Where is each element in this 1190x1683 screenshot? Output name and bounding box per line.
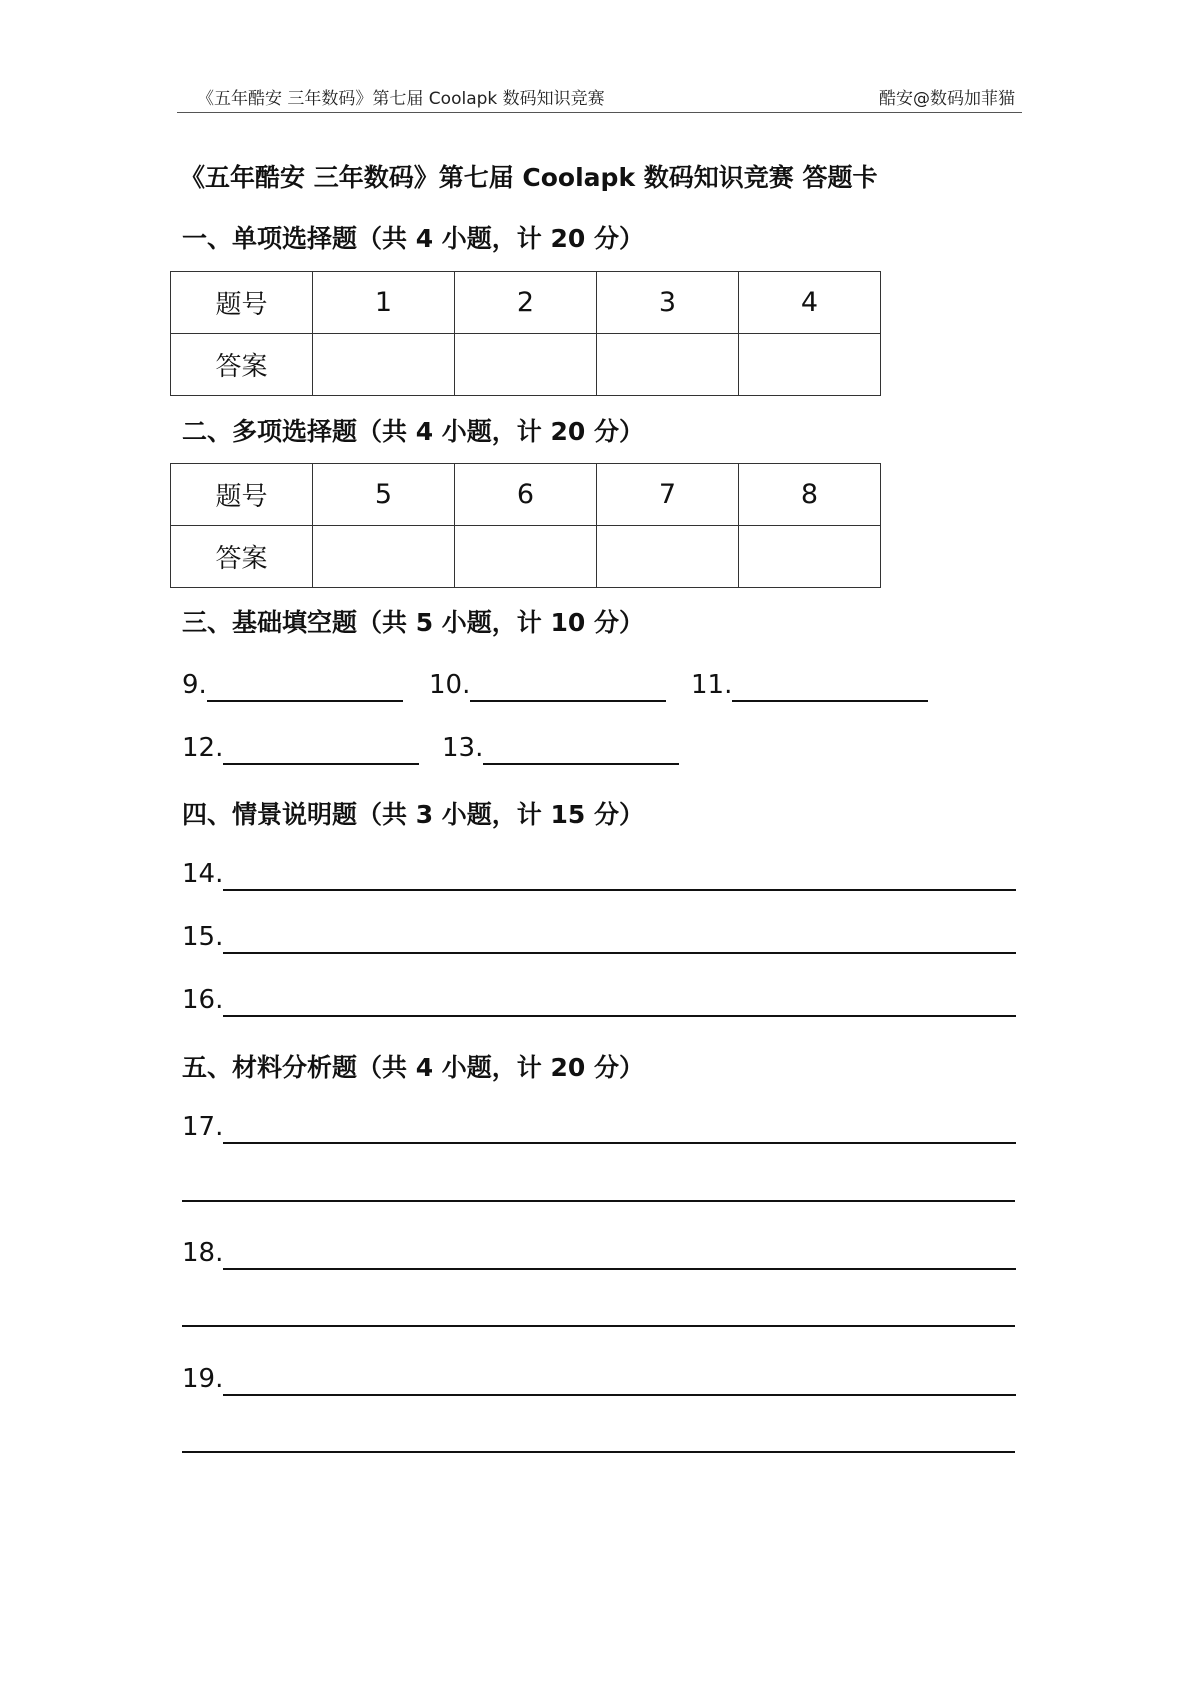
question-number: 10. <box>429 670 471 700</box>
section-heading-fill-in: 三、基础填空题（共 5 小题，计 10 分） <box>182 608 645 637</box>
answer-17[interactable] <box>182 1110 1016 1144</box>
question-number: 12. <box>182 733 224 763</box>
question-number: 14. <box>182 859 224 889</box>
row-label-answer: 答案 <box>171 334 313 396</box>
row-label-answer: 答案 <box>171 526 313 588</box>
answer-line[interactable] <box>223 1364 1016 1396</box>
answer-line[interactable] <box>223 1238 1016 1270</box>
fill-blank-10[interactable] <box>429 668 666 702</box>
answer-table-single-choice <box>170 271 881 396</box>
answer-line[interactable] <box>223 733 419 765</box>
row-label-question-number: 题号 <box>171 464 313 526</box>
question-number-cell: 3 <box>597 272 739 334</box>
answer-table-multiple-choice <box>170 463 881 588</box>
header-author: 酷安@数码加菲猫 <box>879 89 1015 109</box>
section-heading-multiple-choice: 二、多项选择题（共 4 小题，计 20 分） <box>182 417 645 446</box>
question-number: 11. <box>691 670 733 700</box>
answer-16[interactable] <box>182 983 1016 1017</box>
question-number-cell: 5 <box>313 464 455 526</box>
answer-19[interactable] <box>182 1362 1016 1396</box>
answer-line[interactable] <box>207 670 403 702</box>
section-heading-single-choice: 一、单项选择题（共 4 小题，计 20 分） <box>182 224 645 253</box>
answer-line[interactable] <box>483 733 679 765</box>
answer-line[interactable] <box>223 922 1016 954</box>
question-number-cell: 2 <box>455 272 597 334</box>
table-row-answers <box>171 526 881 588</box>
question-number: 18. <box>182 1238 224 1268</box>
answer-cell-1[interactable] <box>313 334 455 396</box>
answer-18-continuation-line[interactable] <box>182 1325 1015 1327</box>
answer-18[interactable] <box>182 1236 1016 1270</box>
question-number-cell: 1 <box>313 272 455 334</box>
question-number: 19. <box>182 1364 224 1394</box>
answer-cell-6[interactable] <box>455 526 597 588</box>
answer-line[interactable] <box>223 985 1016 1017</box>
answer-line[interactable] <box>470 670 666 702</box>
table-row-question-numbers <box>171 464 881 526</box>
header-title: 《五年酷安 三年数码》第七届 Coolapk 数码知识竞赛 <box>197 89 605 109</box>
answer-cell-4[interactable] <box>739 334 881 396</box>
answer-cell-2[interactable] <box>455 334 597 396</box>
answer-15[interactable] <box>182 920 1016 954</box>
question-number: 15. <box>182 922 224 952</box>
answer-14[interactable] <box>182 857 1016 891</box>
table-row-answers <box>171 334 881 396</box>
question-number-cell: 6 <box>455 464 597 526</box>
fill-blank-9[interactable] <box>182 668 403 702</box>
answer-cell-3[interactable] <box>597 334 739 396</box>
answer-line[interactable] <box>223 859 1016 891</box>
page-title: 《五年酷安 三年数码》第七届 Coolapk 数码知识竞赛 答题卡 <box>180 163 878 192</box>
question-number-cell: 7 <box>597 464 739 526</box>
answer-17-continuation-line[interactable] <box>182 1200 1015 1202</box>
question-number: 16. <box>182 985 224 1015</box>
question-number: 13. <box>442 733 484 763</box>
section-heading-material-analysis: 五、材料分析题（共 4 小题，计 20 分） <box>182 1053 645 1082</box>
answer-cell-5[interactable] <box>313 526 455 588</box>
answer-cell-7[interactable] <box>597 526 739 588</box>
fill-blank-11[interactable] <box>691 668 928 702</box>
question-number-cell: 8 <box>739 464 881 526</box>
answer-line[interactable] <box>732 670 928 702</box>
question-number: 9. <box>182 670 207 700</box>
answer-cell-8[interactable] <box>739 526 881 588</box>
question-number: 17. <box>182 1112 224 1142</box>
section-heading-situation: 四、情景说明题（共 3 小题，计 15 分） <box>182 800 645 829</box>
question-number-cell: 4 <box>739 272 881 334</box>
table-row-question-numbers <box>171 272 881 334</box>
fill-blank-13[interactable] <box>442 731 679 765</box>
answer-line[interactable] <box>223 1112 1016 1144</box>
row-label-question-number: 题号 <box>171 272 313 334</box>
answer-19-continuation-line[interactable] <box>182 1451 1015 1453</box>
page-header <box>177 84 1022 113</box>
fill-blank-12[interactable] <box>182 731 419 765</box>
